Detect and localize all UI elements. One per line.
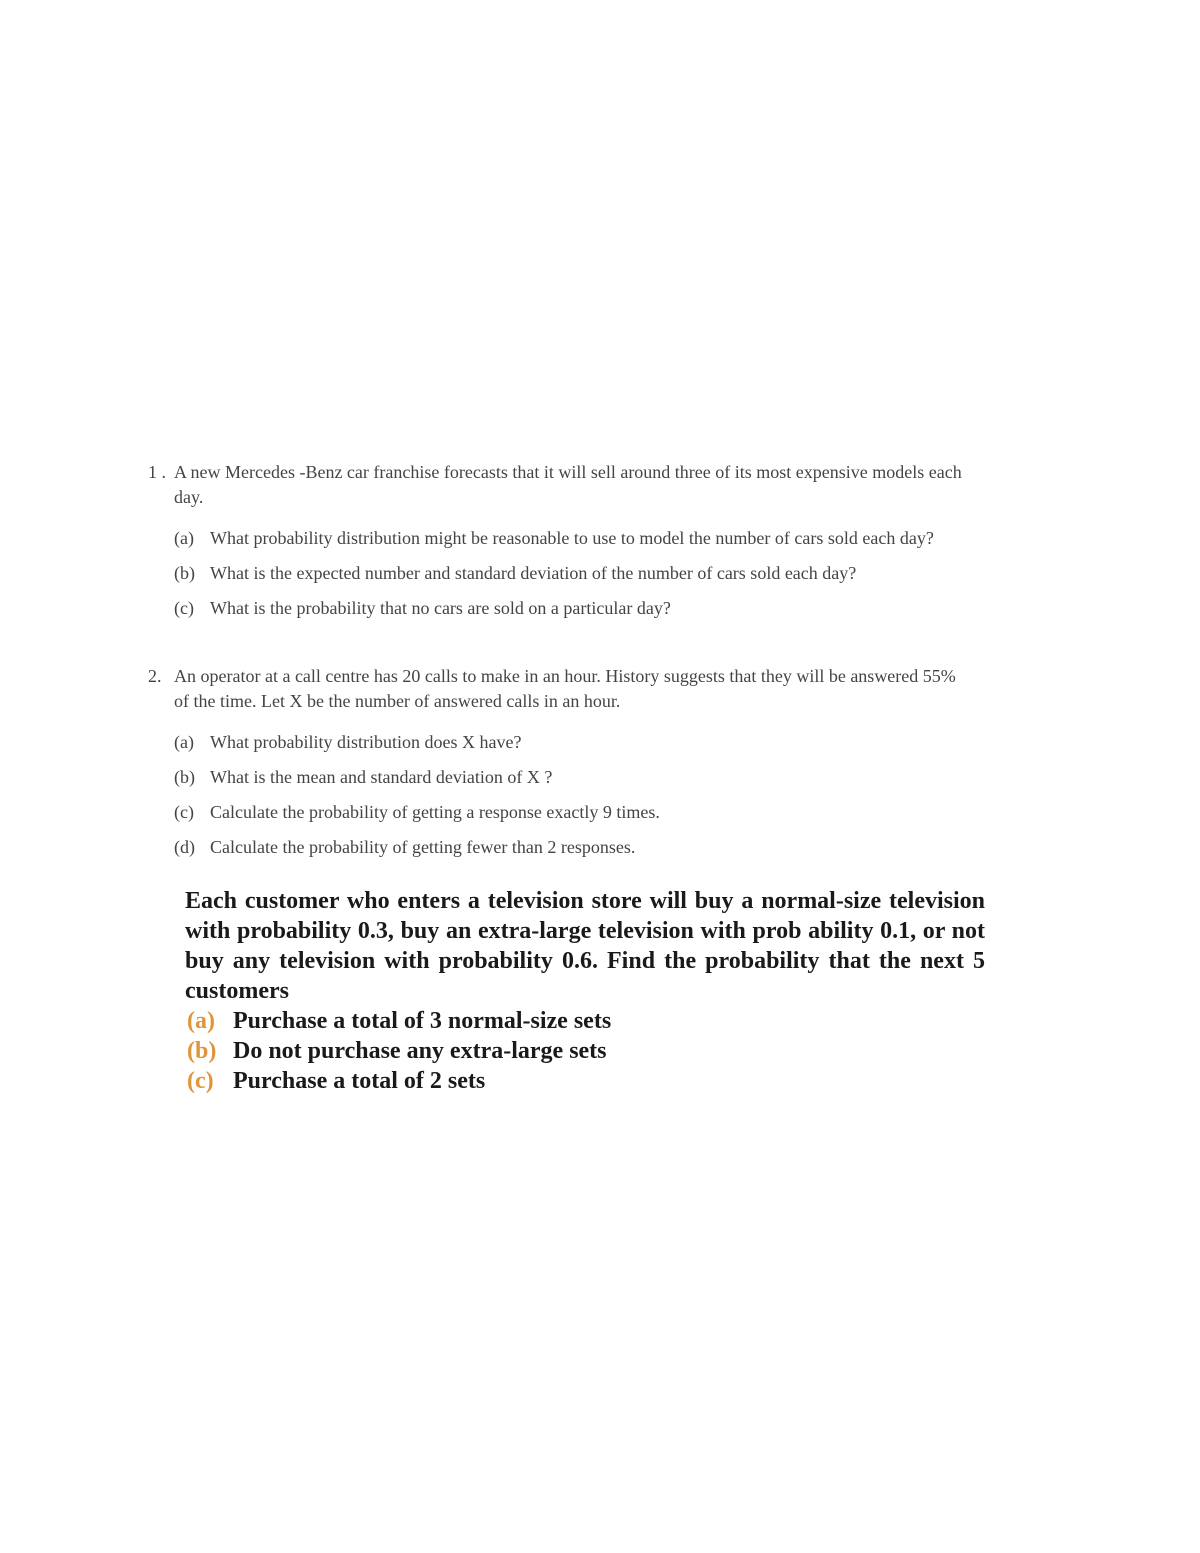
problem-parts: [174, 730, 978, 860]
part-text: What is the mean and standard deviation of X ?: [210, 767, 553, 787]
problem-number: 1 .: [148, 462, 166, 482]
part-label: (a): [174, 528, 194, 548]
problem-part: [174, 596, 970, 621]
part-label: (b): [187, 1038, 217, 1064]
part-text: What is the expected number and standard deviation of the number of cars sold each day?: [210, 563, 857, 583]
problem-part: [174, 526, 970, 551]
part-text: What probability distribution might be reasonable to use to model the number of cars sold each day?: [210, 528, 934, 548]
part-text: What is the probability that no cars are sold on a particular day?: [210, 598, 671, 618]
part-label: (b): [174, 563, 195, 583]
part-label: (a): [187, 1008, 215, 1034]
problem-part: [174, 835, 970, 860]
problem-1: [148, 460, 978, 631]
part-label: (d): [174, 837, 195, 857]
part-label: (c): [174, 802, 194, 822]
problem-3: [185, 886, 985, 1096]
problem-part: [185, 1036, 985, 1066]
problem-part: [174, 765, 970, 790]
problem-2: [148, 664, 978, 870]
part-text: Do not purchase any extra-large sets: [233, 1038, 607, 1064]
problem-part: [174, 800, 970, 825]
part-label: (b): [174, 767, 195, 787]
problem-part: [174, 730, 970, 755]
problem-number: 2.: [148, 666, 162, 686]
problem-part: [185, 1006, 985, 1036]
part-label: (a): [174, 732, 194, 752]
part-text: Purchase a total of 2 sets: [233, 1068, 486, 1094]
problem-stem: A new Mercedes -Benz car franchise forecasts that it will sell around three of its most expensive models each day.: [174, 462, 962, 507]
problem-part: [185, 1066, 985, 1096]
part-label: (c): [187, 1068, 214, 1094]
part-text: Calculate the probability of getting fewer than 2 responses.: [210, 837, 636, 857]
part-text: Purchase a total of 3 normal-size sets: [233, 1008, 612, 1034]
part-text: Calculate the probability of getting a response exactly 9 times.: [210, 802, 660, 822]
problem-part: [174, 561, 970, 586]
problem-stem: Each customer who enters a television store will buy a normal-size television with probability 0.3, buy an extra-large television with prob ability 0.1, or not buy any television with probability 0.6. Find the probability that the next 5 customers: [185, 888, 985, 1004]
problem-stem: An operator at a call centre has 20 calls to make in an hour. History suggests that they will be answered 55% of the time. Let X be the number of answered calls in an hour.: [174, 666, 956, 711]
part-label: (c): [174, 598, 194, 618]
part-text: What probability distribution does X have?: [210, 732, 522, 752]
problem-parts: [174, 526, 978, 621]
